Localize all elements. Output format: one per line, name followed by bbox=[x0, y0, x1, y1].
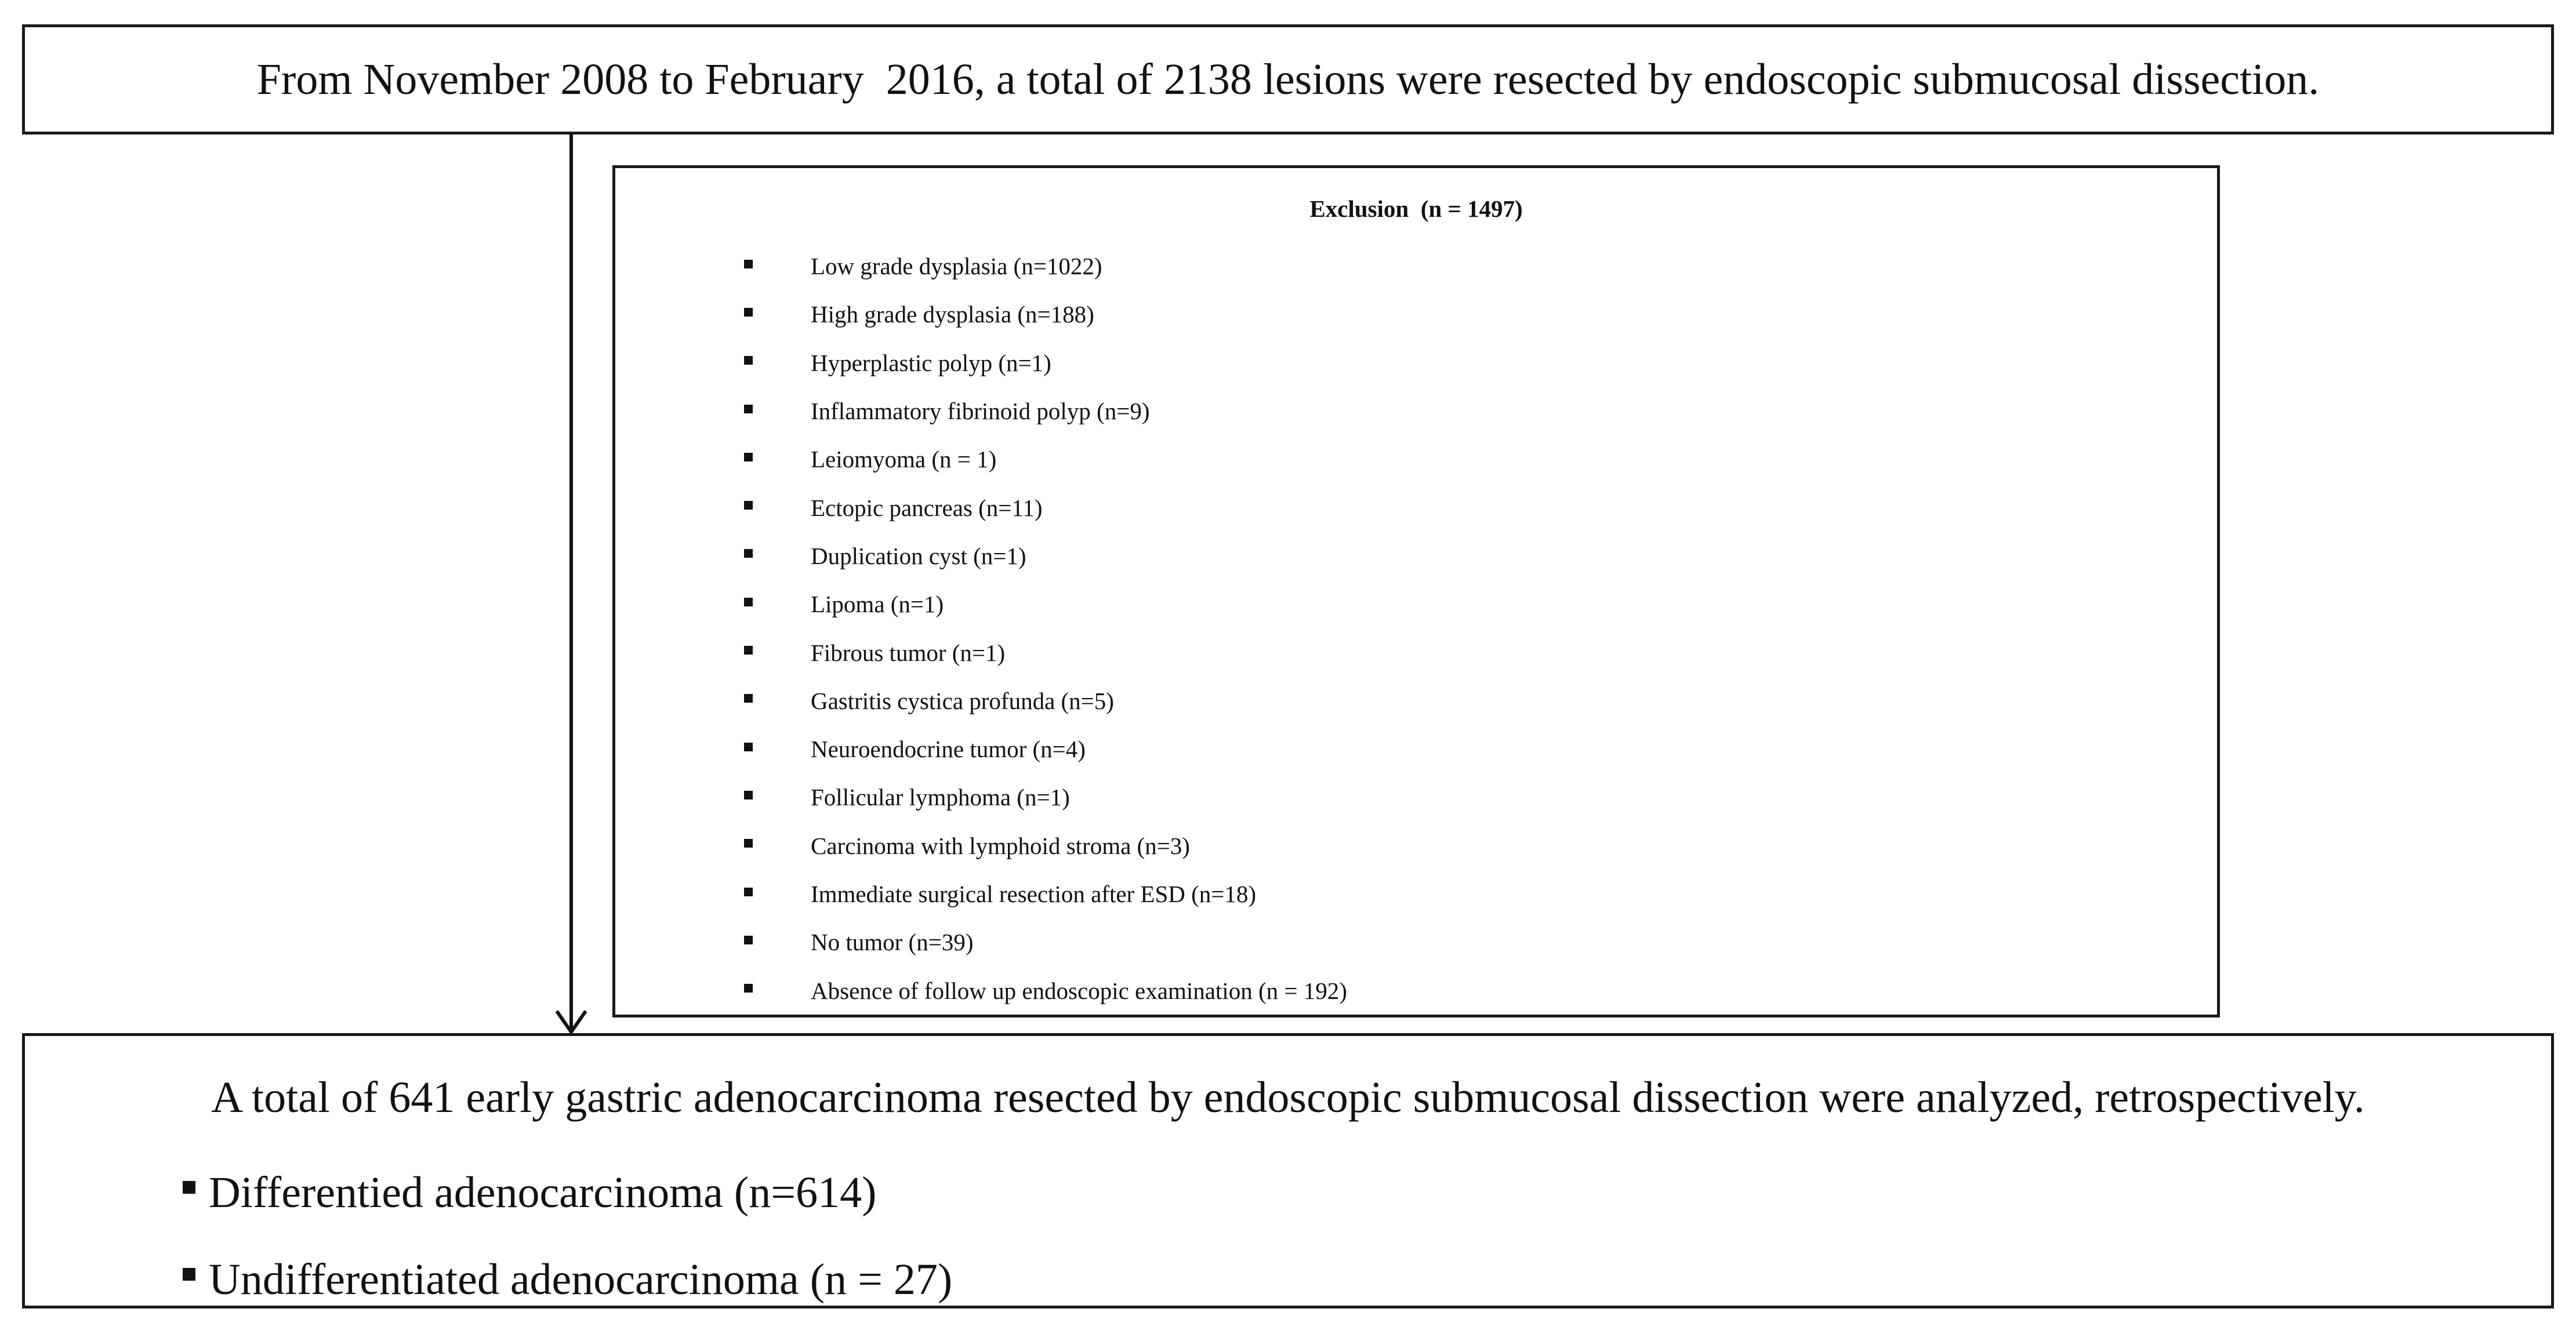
list-item-label: Absence of follow up endoscopic examination (n = 192) bbox=[811, 977, 1347, 1004]
square-bullet-icon bbox=[744, 405, 753, 413]
list-item-label: No tumor (n=39) bbox=[811, 929, 974, 956]
list-item bbox=[744, 773, 1347, 822]
square-bullet-icon bbox=[744, 260, 753, 268]
flow-arrow-head bbox=[557, 1011, 586, 1032]
list-item bbox=[744, 387, 1347, 435]
list-item-label: Duplication cyst (n=1) bbox=[811, 542, 1026, 569]
list-item-label: Hyperplastic polyp (n=1) bbox=[811, 349, 1051, 376]
initial-cohort-text: From November 2008 to February 2016, a total of 2138 lesions were resected by endoscopic submucosal dissection. bbox=[256, 55, 2320, 104]
list-item bbox=[744, 918, 1347, 966]
initial-cohort-box bbox=[22, 24, 2554, 135]
list-item-label: Carcinoma with lymphoid stroma (n=3) bbox=[811, 832, 1190, 859]
square-bullet-icon bbox=[744, 646, 753, 655]
square-bullet-icon bbox=[744, 888, 753, 896]
square-bullet-icon bbox=[183, 1181, 195, 1194]
list-item-label: Low grade dysplasia (n=1022) bbox=[811, 253, 1102, 280]
list-item-label: High grade dysplasia (n=188) bbox=[811, 301, 1094, 328]
list-item-label: Gastritis cystica profunda (n=5) bbox=[811, 687, 1114, 714]
list-item bbox=[744, 484, 1347, 532]
list-item bbox=[744, 242, 1347, 290]
square-bullet-icon bbox=[744, 308, 753, 317]
list-item bbox=[744, 822, 1347, 870]
square-bullet-icon bbox=[744, 453, 753, 461]
list-item bbox=[159, 1236, 952, 1323]
square-bullet-icon bbox=[744, 839, 753, 848]
list-item bbox=[744, 628, 1347, 677]
square-bullet-icon bbox=[744, 984, 753, 993]
list-item bbox=[159, 1149, 952, 1236]
list-item bbox=[744, 580, 1347, 628]
exclusion-title: Exclusion (n = 1497) bbox=[1309, 195, 1523, 222]
analyzed-subgroup-list bbox=[159, 1149, 952, 1323]
list-item-label: Follicular lymphoma (n=1) bbox=[811, 784, 1070, 811]
analyzed-cohort-text: A total of 641 early gastric adenocarcinoma resected by endoscopic submucosal dissection were analyzed, retrospectively. bbox=[211, 1073, 2365, 1122]
list-item-label: Leiomyoma (n = 1) bbox=[811, 446, 997, 473]
list-item bbox=[744, 290, 1347, 339]
list-item-label: Lipoma (n=1) bbox=[811, 591, 944, 618]
exclusion-list bbox=[744, 242, 1347, 1015]
list-item bbox=[744, 725, 1347, 773]
square-bullet-icon bbox=[744, 743, 753, 751]
list-item-label: Inflammatory fibrinoid polyp (n=9) bbox=[811, 398, 1150, 425]
square-bullet-icon bbox=[744, 791, 753, 799]
analyzed-cohort-box bbox=[22, 1033, 2554, 1309]
square-bullet-icon bbox=[744, 936, 753, 944]
square-bullet-icon bbox=[744, 501, 753, 510]
list-item bbox=[744, 677, 1347, 725]
list-item-label: Differentied adenocarcinoma (n=614) bbox=[209, 1168, 877, 1217]
list-item-label: Ectopic pancreas (n=11) bbox=[811, 494, 1043, 521]
list-item bbox=[744, 532, 1347, 580]
square-bullet-icon bbox=[744, 549, 753, 558]
list-item bbox=[744, 339, 1347, 387]
square-bullet-icon bbox=[744, 356, 753, 365]
list-item-label: Fibrous tumor (n=1) bbox=[811, 639, 1006, 666]
list-item-label: Neuroendocrine tumor (n=4) bbox=[811, 736, 1086, 763]
exclusion-box bbox=[612, 165, 2220, 1017]
square-bullet-icon bbox=[744, 694, 753, 703]
list-item bbox=[744, 870, 1347, 918]
square-bullet-icon bbox=[744, 598, 753, 606]
square-bullet-icon bbox=[183, 1268, 195, 1281]
list-item-label: Immediate surgical resection after ESD (n=18) bbox=[811, 881, 1257, 907]
list-item bbox=[744, 966, 1347, 1015]
list-item-label: Undifferentiated adenocarcinoma (n = 27) bbox=[209, 1255, 953, 1304]
list-item bbox=[744, 435, 1347, 484]
